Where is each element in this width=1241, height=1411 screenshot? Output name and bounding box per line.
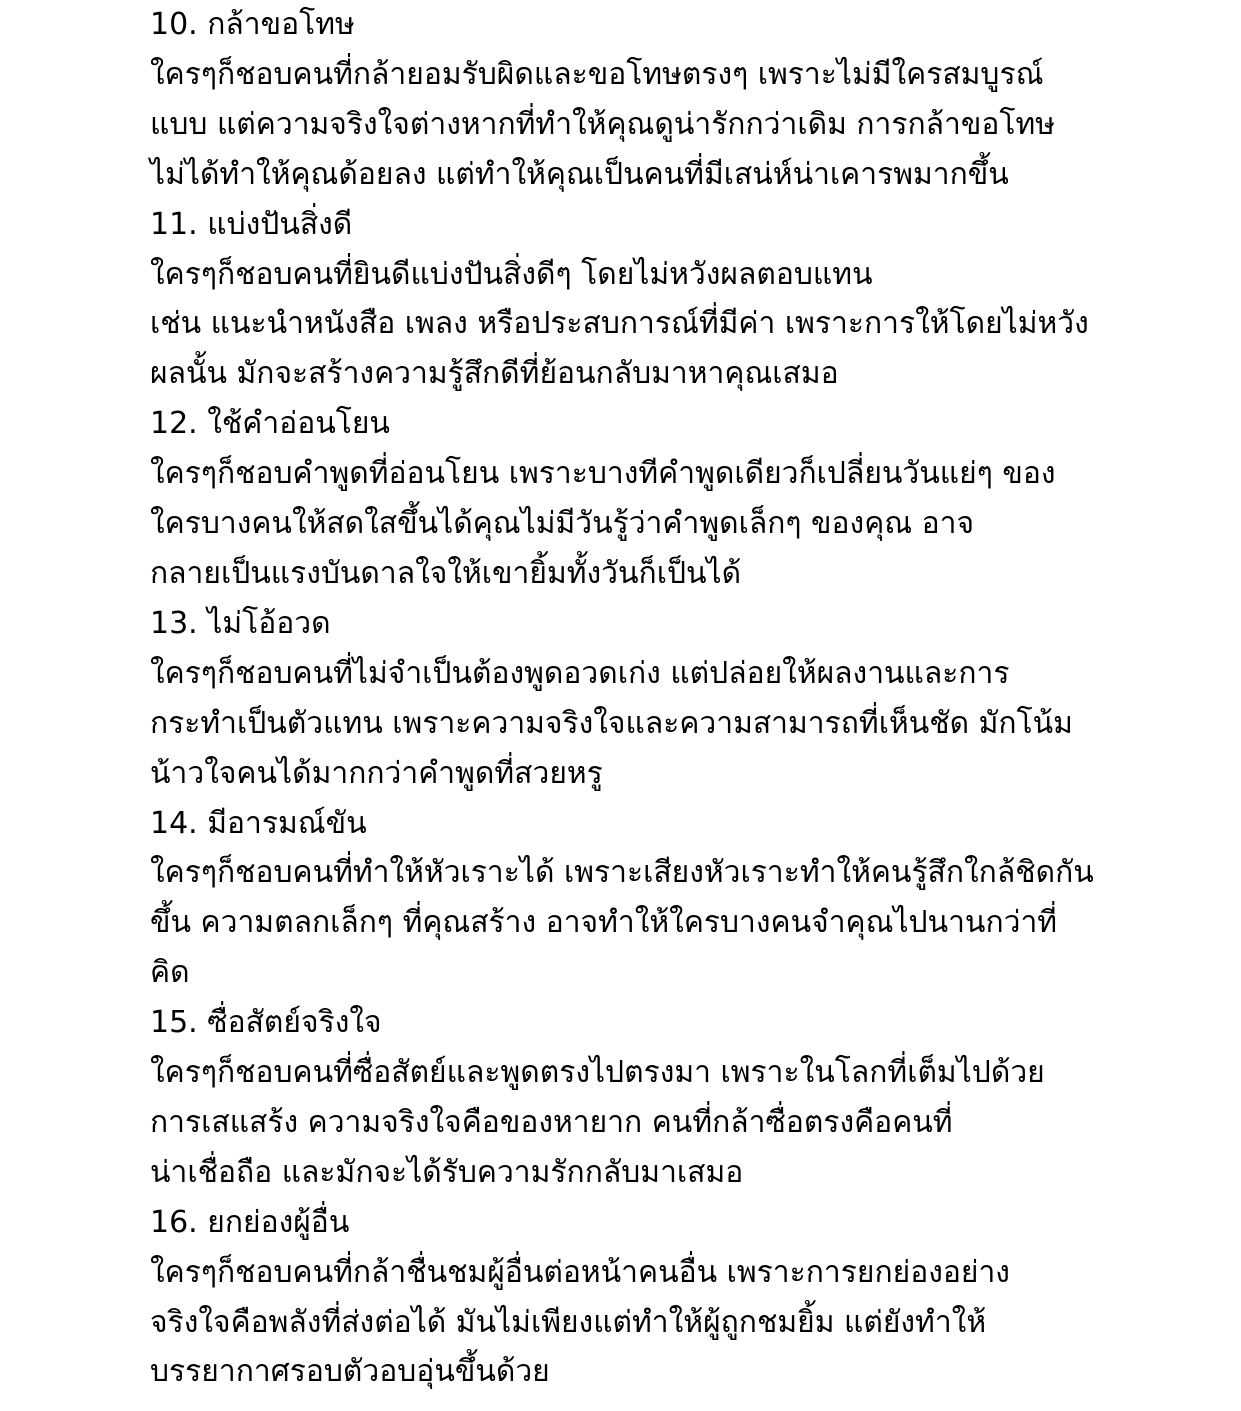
section-16 <box>150 1198 1150 1398</box>
section-11 <box>150 200 1150 400</box>
section-14 <box>150 799 1150 999</box>
article-body <box>150 0 1150 1397</box>
paragraph-line: ใครๆก็ชอบคนที่ซื่อสัตย์และพูดตรงไปตรงมา เพราะในโลกที่เต็มไปด้วย <box>150 1055 1045 1091</box>
section-heading: 16. ยกย่องผู้อื่น <box>150 1204 350 1240</box>
paragraph-line: แบบ แต่ความจริงใจต่างหากที่ทำให้คุณดูน่ารักกว่าเดิม การกล้าขอโทษ <box>150 106 1056 142</box>
section-heading: 15. ซื่อสัตย์จริงใจ <box>150 1005 382 1041</box>
paragraph-line: คิด <box>150 955 190 991</box>
paragraph-line: บรรยากาศรอบตัวอบอุ่นขึ้นด้วย <box>150 1354 550 1390</box>
paragraph-line: การเสแสร้ง ความจริงใจคือของหายาก คนที่กล้าซื่อตรงคือคนที่ <box>150 1104 953 1140</box>
paragraph-line: ใครๆก็ชอบคนที่กล้ายอมรับผิดและขอโทษตรงๆ เพราะไม่มีใครสมบูรณ์ <box>150 56 1044 92</box>
paragraph-line: ใครๆก็ชอบคำพูดที่อ่อนโยน เพราะบางทีคำพูดเดียวก็เปลี่ยนวันแย่ๆ ของ <box>150 456 1056 492</box>
paragraph-line: ขึ้น ความตลกเล็กๆ ที่คุณสร้าง อาจทำให้ใครบางคนจำคุณไปนานกว่าที่ <box>150 905 1058 941</box>
section-13 <box>150 599 1150 799</box>
paragraph-line: ใครๆก็ชอบคนที่ยินดีแบ่งปันสิ่งดีๆ โดยไม่หวังผลตอบแทน <box>150 256 873 292</box>
paragraph-line: ใครๆก็ชอบคนที่ทำให้หัวเราะได้ เพราะเสียงหัวเราะทำให้คนรู้สึกใกล้ชิดกัน <box>150 855 1094 891</box>
section-15 <box>150 998 1150 1198</box>
section-heading: 14. มีอารมณ์ขัน <box>150 805 367 841</box>
paragraph-line: ใครๆก็ชอบคนที่ไม่จำเป็นต้องพูดอวดเก่ง แต่ปล่อยให้ผลงานและการ <box>150 655 1010 691</box>
paragraph-line: ผลนั้น มักจะสร้างความรู้สึกดีที่ย้อนกลับมาหาคุณเสมอ <box>150 356 839 392</box>
section-heading: 13. ไม่โอ้อวด <box>150 605 331 641</box>
paragraph-line: กระทำเป็นตัวแทน เพราะความจริงใจและความสามารถที่เห็นชัด มักโน้ม <box>150 705 1073 741</box>
paragraph-line: ใครๆก็ชอบคนที่กล้าชื่นชมผู้อื่นต่อหน้าคนอื่น เพราะการยกย่องอย่าง <box>150 1254 1010 1290</box>
section-10 <box>150 0 1150 200</box>
paragraph-line: ใครบางคนให้สดใสขึ้นได้คุณไม่มีวันรู้ว่าคำพูดเล็กๆ ของคุณ อาจ <box>150 506 975 542</box>
paragraph-line: เช่น แนะนำหนังสือ เพลง หรือประสบการณ์ที่มีค่า เพราะการให้โดยไม่หวัง <box>150 306 1089 342</box>
paragraph-line: จริงใจคือพลังที่ส่งต่อได้ มันไม่เพียงแต่ทำให้ผู้ถูกชมยิ้ม แต่ยังทำให้ <box>150 1304 987 1340</box>
section-heading: 12. ใช้คำอ่อนโยน <box>150 406 390 442</box>
section-12 <box>150 399 1150 599</box>
paragraph-line: น้าวใจคนได้มากกว่าคำพูดที่สวยหรู <box>150 755 603 791</box>
section-heading: 10. กล้าขอโทษ <box>150 7 355 42</box>
section-heading: 11. แบ่งปันสิ่งดี <box>150 206 353 242</box>
paragraph-line: กลายเป็นแรงบันดาลใจให้เขายิ้มทั้งวันก็เป็นได้ <box>150 555 742 591</box>
paragraph-line: ไม่ได้ทำให้คุณด้อยลง แต่ทำให้คุณเป็นคนที่มีเสน่ห์น่าเคารพมากขึ้น <box>150 156 1009 192</box>
paragraph-line: น่าเชื่อถือ และมักจะได้รับความรักกลับมาเสมอ <box>150 1154 744 1190</box>
